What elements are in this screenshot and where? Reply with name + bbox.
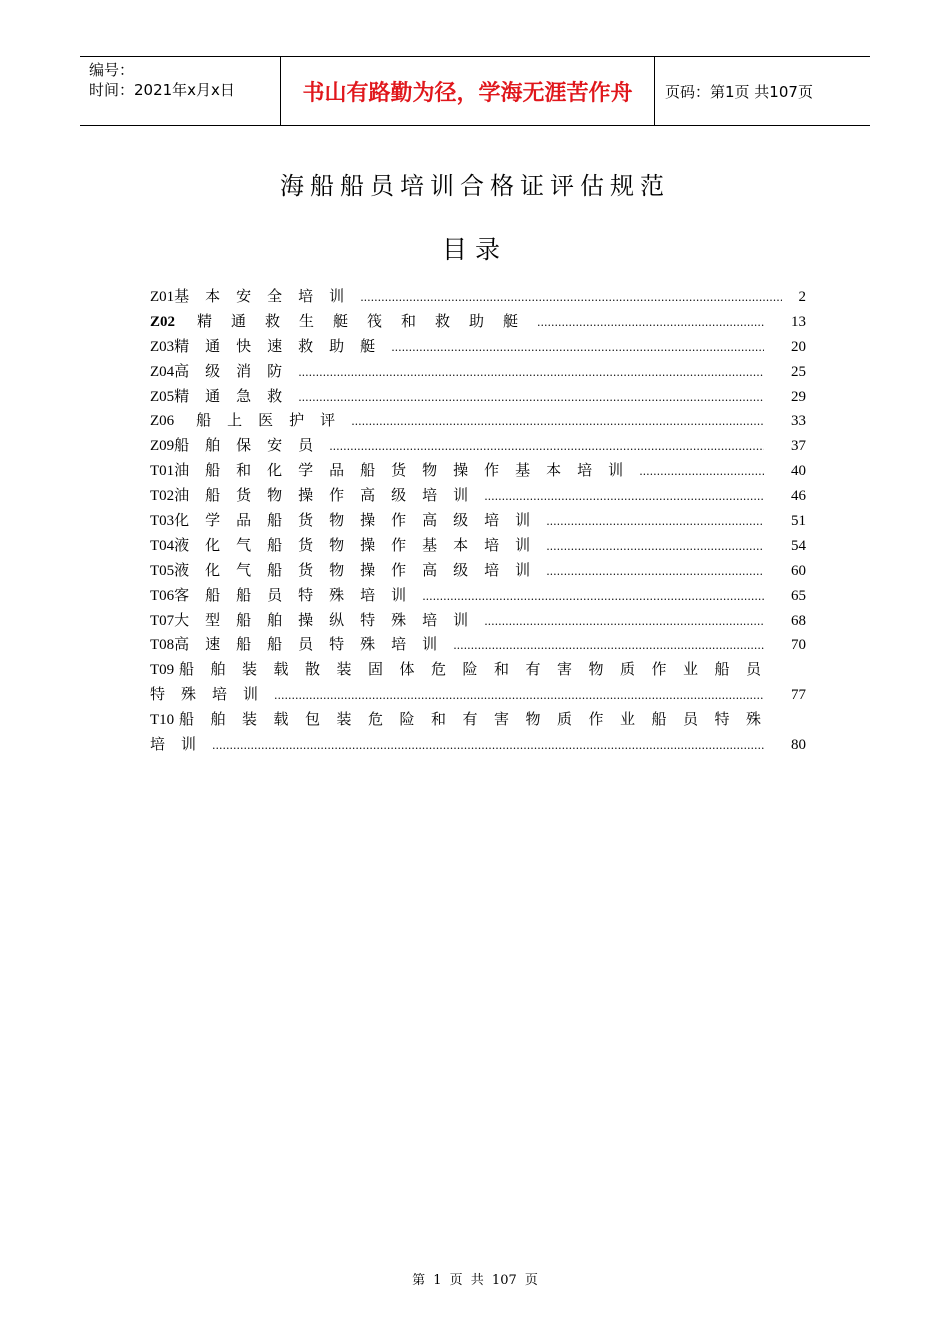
- toc-leader: [274, 684, 764, 709]
- toc-leader: [212, 734, 764, 759]
- toc-entry[interactable]: [150, 583, 806, 608]
- toc-code: Z09: [150, 438, 175, 455]
- toc-page: 20: [791, 338, 806, 355]
- toc-page: 40: [791, 463, 806, 480]
- toc-page: 65: [791, 587, 806, 604]
- toc-leader: [298, 386, 764, 411]
- page-header: [80, 56, 870, 126]
- toc-page: 80: [791, 737, 806, 754]
- toc-code: T09: [150, 662, 175, 679]
- toc-entry[interactable]: [150, 433, 806, 458]
- toc-leader: [360, 286, 782, 311]
- header-page-info: [655, 57, 870, 125]
- toc-leader: [546, 510, 764, 535]
- toc-entry[interactable]: [150, 359, 806, 384]
- toc-entry-line2[interactable]: [150, 732, 806, 757]
- toc-text: 客船船员特殊培训: [174, 585, 423, 604]
- toc-code: T05: [150, 562, 175, 579]
- toc-text: 精通急救: [174, 386, 299, 405]
- toc-code: T06: [150, 587, 175, 604]
- header-meta: [80, 57, 281, 125]
- toc-code: T08: [150, 637, 175, 654]
- toc-leader: [537, 311, 764, 336]
- toc-leader: [351, 410, 764, 435]
- toc-entry[interactable]: [150, 309, 806, 334]
- toc-page: 33: [791, 413, 806, 430]
- page-footer: 第 1 页 共 107 页: [412, 1273, 538, 1288]
- toc-text: 化学品船货物操作高级培训: [174, 511, 547, 530]
- toc-text: 船上医护评: [196, 411, 352, 430]
- toc-text: 培训: [150, 735, 213, 754]
- toc-text: 高级消防: [174, 361, 299, 380]
- toc-code: Z05: [150, 388, 175, 405]
- toc-code: T04: [150, 537, 175, 554]
- toc-leader: [391, 336, 764, 361]
- toc-text: 船舶装载散装固体危险和有害物质作业船员: [178, 660, 778, 679]
- toc-text: 特殊培训: [150, 685, 275, 704]
- toc-entry[interactable]: [150, 458, 806, 483]
- toc-entry-line1[interactable]: [150, 657, 806, 682]
- document-title: 海船船员培训合格证评估规范: [280, 172, 670, 200]
- toc-entry[interactable]: [150, 284, 806, 309]
- header-motto: [281, 57, 655, 125]
- motto-text: 书山有路勤为径，学海无涯苦作舟: [302, 79, 633, 106]
- toc-leader: [484, 485, 764, 510]
- toc-page: 2: [798, 289, 806, 305]
- toc-page: 54: [791, 537, 806, 554]
- toc-page: 68: [791, 612, 806, 629]
- toc-code: Z01: [150, 289, 175, 305]
- toc-text: 高速船船员特殊培训: [174, 635, 454, 654]
- toc-code: T01: [150, 463, 175, 480]
- toc-text: 船舶保安员: [174, 436, 330, 455]
- toc-page: 25: [791, 363, 806, 380]
- toc-entry[interactable]: [150, 558, 806, 583]
- toc-page: 77: [791, 687, 806, 704]
- toc-text: 液化气船货物操作基本培训: [174, 535, 547, 554]
- toc-entry[interactable]: [150, 384, 806, 409]
- toc-leader: [422, 585, 764, 610]
- toc-text: 精通快速救助艇: [174, 336, 392, 355]
- toc-page: 13: [791, 313, 806, 330]
- toc-leader: [329, 435, 764, 460]
- toc-text: 液化气船货物操作高级培训: [174, 560, 547, 579]
- toc-code: T07: [150, 612, 175, 629]
- toc-code: T02: [150, 488, 175, 505]
- time-label: 时间：2021年x月x日: [89, 81, 235, 99]
- number-label: 编号：: [89, 61, 135, 79]
- table-of-contents: [150, 284, 806, 757]
- toc-text: 精通救生艇筏和救助艇: [197, 311, 538, 330]
- toc-page: 46: [791, 488, 806, 505]
- toc-code: Z04: [150, 363, 175, 380]
- toc-leader: [546, 560, 764, 585]
- toc-page: 29: [791, 388, 806, 405]
- toc-leader: [546, 535, 764, 560]
- toc-entry-line1[interactable]: [150, 707, 806, 732]
- toc-entry-line2[interactable]: [150, 682, 806, 707]
- toc-entry[interactable]: [150, 608, 806, 633]
- page-info-text: 页码：第1页 共107页: [665, 82, 813, 101]
- toc-text: 基本安全培训: [174, 287, 361, 305]
- toc-entry[interactable]: [150, 533, 806, 558]
- toc-text: 油船和化学品船货物操作基本培训: [174, 461, 640, 480]
- toc-code: Z06: [150, 413, 175, 430]
- toc-entry[interactable]: [150, 632, 806, 657]
- toc-leader: [453, 634, 764, 659]
- toc-leader: [484, 610, 764, 635]
- toc-entry[interactable]: [150, 483, 806, 508]
- toc-title: 目录: [441, 235, 508, 264]
- toc-page: 70: [791, 637, 806, 654]
- toc-entry[interactable]: [150, 508, 806, 533]
- toc-page: 60: [791, 562, 806, 579]
- toc-page: 51: [791, 513, 806, 530]
- toc-leader: [639, 460, 764, 485]
- toc-entry[interactable]: [150, 408, 806, 433]
- toc-text: 船舶装载包装危险和有害物质作业船员特殊: [178, 710, 778, 729]
- toc-text: 大型船舶操纵特殊培训: [174, 610, 485, 629]
- toc-page: 37: [791, 438, 806, 455]
- toc-code: Z02: [150, 313, 176, 330]
- toc-code: T03: [150, 513, 175, 530]
- toc-code: T10: [150, 712, 175, 729]
- toc-leader: [298, 361, 764, 386]
- toc-code: Z03: [150, 338, 175, 355]
- toc-entry[interactable]: [150, 334, 806, 359]
- toc-text: 油船货物操作高级培训: [174, 486, 485, 505]
